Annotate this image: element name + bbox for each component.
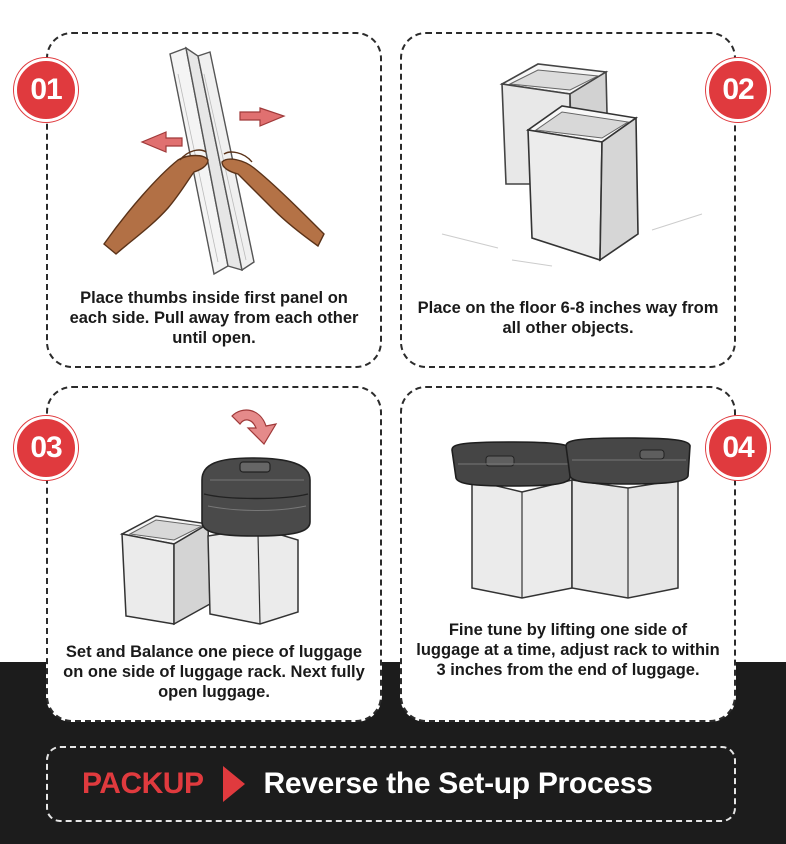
step-4-badge: 04: [706, 416, 770, 480]
step-4-text: Fine tune by lifting one side of luggage at a time, adjust rack to within 3 inches from the end of luggage.: [416, 621, 720, 679]
step-card-2: [400, 32, 736, 368]
triangle-right-icon: [223, 766, 245, 802]
step-2-badge: 02: [706, 58, 770, 122]
illustration-place-luggage: [48, 388, 382, 638]
step-3-text: Set and Balance one piece of luggage on one side of luggage rack. Next fully open luggage.: [63, 643, 365, 701]
step-1-badge: 01: [14, 58, 78, 122]
step-2-text: Place on the floor 6-8 inches way from all other objects.: [417, 299, 719, 337]
illustration-rack-on-floor: [402, 34, 736, 284]
packup-instruction: Reverse the Set-up Process: [263, 767, 653, 800]
illustration-fine-tune: [402, 388, 736, 638]
packup-banner: [46, 746, 736, 822]
packup-label: PACKUP: [82, 767, 204, 800]
illustration-open-panels: [48, 34, 382, 284]
step-1-text: Place thumbs inside first panel on each side. Pull away from each other until open.: [69, 289, 359, 347]
step-card-3: [46, 386, 382, 722]
step-card-1: [46, 32, 382, 368]
step-card-4: [400, 386, 736, 722]
step-3-badge: 03: [14, 416, 78, 480]
